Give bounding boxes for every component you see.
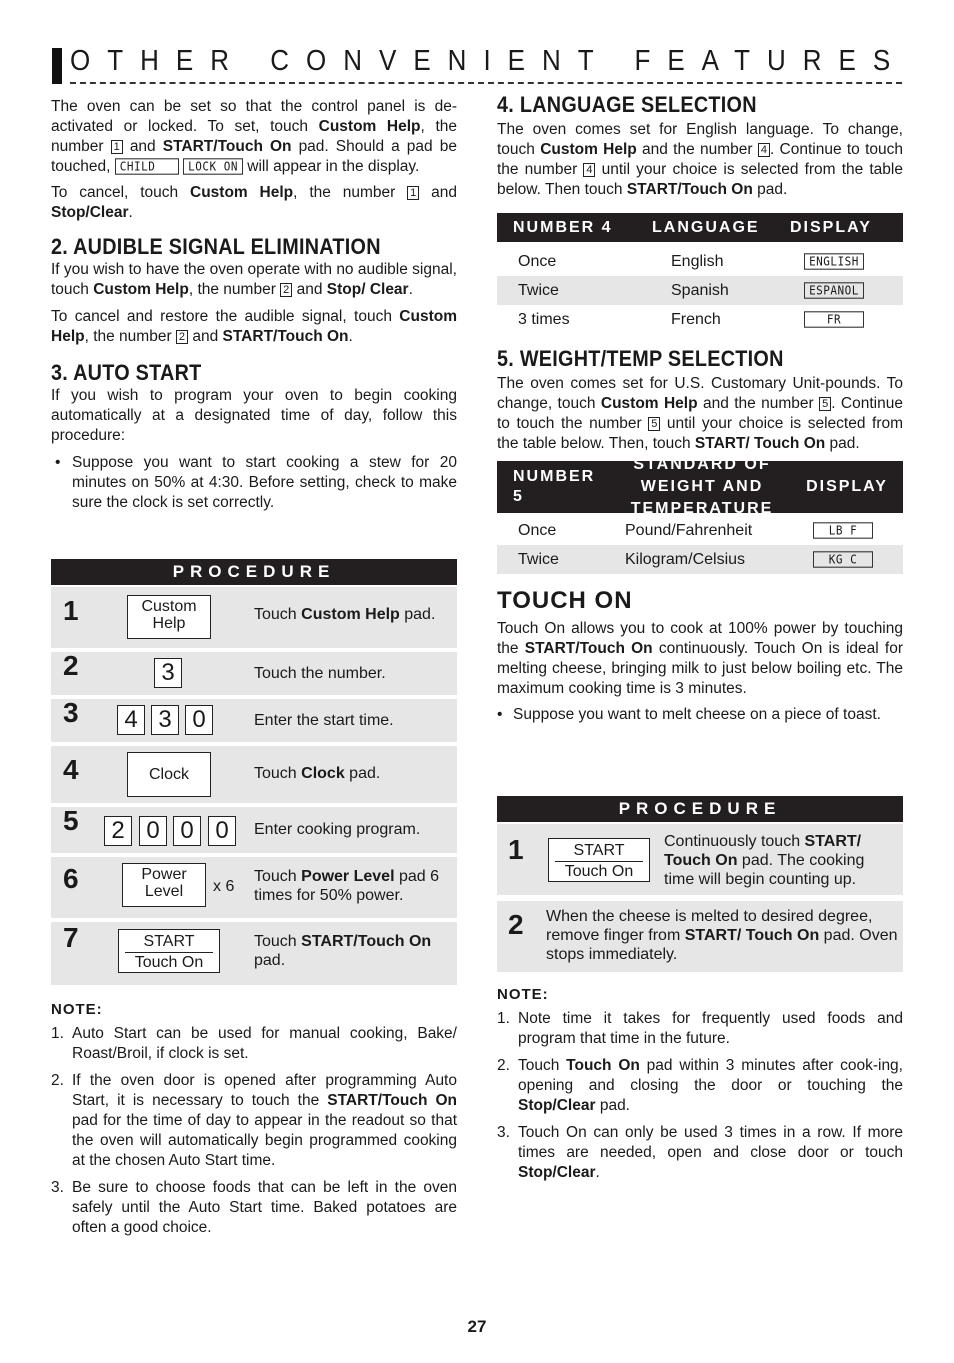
- step-number: 4: [63, 754, 79, 785]
- table-cell: Twice: [518, 281, 559, 299]
- procedure-step: [51, 699, 457, 742]
- procedure-step: [51, 857, 457, 918]
- column-header: DISPLAY: [790, 218, 872, 236]
- page-number: 27: [467, 1317, 487, 1336]
- table-cell: Pound/Fahrenheit: [625, 521, 753, 539]
- pad-label-touch-on: Touch On: [564, 863, 634, 880]
- autostart-bullet: • Suppose you want to start cooking a stew for 20 minutes on 50% at 4:30. Before setting, check to make sure the clock is set correctly.: [55, 454, 457, 511]
- key-4: 4: [758, 143, 770, 157]
- key-1: 1: [407, 186, 419, 200]
- power-level-pad: Power Level: [122, 863, 206, 907]
- touch-on-heading: TOUCH ON: [497, 587, 633, 614]
- note-item: 2. Touch Touch On pad within 3 minutes after cook-ing, opening and closing the door or touching the Stop/Clear pad.: [497, 1057, 903, 1114]
- multiplier: x 6: [213, 878, 235, 895]
- autostart-notes: [51, 1000, 457, 1238]
- step-text: Touch the number.: [254, 665, 386, 682]
- step-number: 6: [63, 863, 79, 894]
- procedure-header: PROCEDURE: [497, 796, 903, 822]
- step-text: Touch Power Level pad 6 times for 50% power.: [254, 868, 439, 904]
- step-text: Enter cooking program.: [254, 821, 421, 838]
- digit-key: 2: [104, 816, 132, 846]
- digit-key: 0: [139, 816, 167, 846]
- title-bar-accent: [52, 48, 62, 84]
- step-number: 2: [508, 909, 524, 940]
- column-header: NUMBER 5: [513, 468, 596, 505]
- step-number: 1: [63, 595, 79, 626]
- note-heading: NOTE:: [497, 986, 549, 1003]
- column-header: DISPLAY: [806, 478, 888, 495]
- step-number: 2: [63, 650, 79, 681]
- note-heading: NOTE:: [51, 1001, 103, 1018]
- procedure-step: [51, 652, 457, 695]
- column-header: STANDARD OF WEIGHT AND TEMPERATURE: [630, 456, 774, 517]
- table-row: [497, 305, 903, 334]
- page-title: OTHER CONVENIENT FEATURES: [70, 43, 908, 77]
- table-cell: Spanish: [671, 281, 729, 299]
- pad-label-start: START: [125, 932, 213, 953]
- table-cell: English: [671, 252, 724, 270]
- procedure-step: [51, 807, 457, 853]
- display-readout: FR: [804, 311, 864, 328]
- audible-paragraph-1: If you wish to have the oven operate with no audible signal, touch Custom Help, the number 2 and Stop/ Clear.: [51, 261, 457, 298]
- weight-heading: 5. WEIGHT/TEMP SELECTION: [497, 346, 784, 371]
- display-readout: ENGLISH: [804, 253, 864, 270]
- key-1: 1: [111, 140, 123, 154]
- step-text: Enter the start time.: [254, 712, 394, 729]
- table-cell: Once: [518, 521, 557, 539]
- procedure-header: PROCEDURE: [51, 559, 457, 585]
- step-text: Continuously touch START/ Touch On pad. The cooking time will begin counting up.: [664, 833, 865, 888]
- digit-key: 0: [208, 816, 236, 846]
- language-heading: 4. LANGUAGE SELECTION: [497, 92, 757, 117]
- table-header: [497, 456, 903, 517]
- table-row: [497, 545, 903, 574]
- custom-help-pad: Custom Help: [127, 595, 211, 639]
- digit-key: 4: [117, 705, 145, 735]
- note-item: 1. Auto Start can be used for manual cooking, Bake/ Roast/Broil, if clock is set.: [51, 1025, 457, 1062]
- start-touch-on-pad: [548, 838, 650, 882]
- display-readout: KG C: [813, 551, 873, 568]
- step-text: Touch Clock pad.: [254, 765, 381, 782]
- pad-label-start: START: [555, 841, 643, 862]
- column-header: NUMBER 4: [513, 218, 613, 236]
- table-cell: Twice: [518, 550, 559, 568]
- autostart-paragraph: If you wish to program your oven to begin cooking automatically at a designated time of day, follow this procedure:: [51, 387, 457, 444]
- key-4: 4: [583, 163, 595, 177]
- step-number: 7: [63, 922, 79, 953]
- table-cell: Kilogram/Celsius: [625, 550, 746, 568]
- table-row: [497, 247, 903, 276]
- key-5: 5: [819, 397, 831, 411]
- display-child: CHILD: [115, 158, 179, 175]
- key-2: 2: [280, 283, 292, 297]
- digit-key: 3: [151, 705, 179, 735]
- touch-on-notes: [497, 985, 903, 1183]
- table-cell: French: [671, 310, 721, 328]
- display-lock-on: LOCK ON: [183, 158, 243, 175]
- column-header: LANGUAGE: [652, 218, 760, 236]
- note-item: 1. Note time it takes for frequently used foods and program that time in the future.: [497, 1010, 903, 1047]
- step-text: Touch START/Touch On pad.: [254, 933, 432, 969]
- touch-on-bullet: • Suppose you want to melt cheese on a piece of toast.: [497, 706, 881, 723]
- audible-heading: 2. AUDIBLE SIGNAL ELIMINATION: [51, 234, 381, 259]
- audible-paragraph-2: To cancel and restore the audible signal, touch Custom Help, the number 2 and START/Touch On.: [51, 308, 457, 345]
- left-column: [51, 97, 457, 513]
- table-row: [497, 516, 903, 545]
- table-row: [497, 276, 903, 305]
- weight-table: [497, 456, 903, 574]
- language-paragraph: The oven comes set for English language. To change, touch Custom Help and the number 4 . Continue to touch the number 4 until your choice is selected from the table below. Then touch START/Touch On pad.: [497, 121, 903, 198]
- note-item: 2. If the oven door is opened after programming Auto Start, it is necessary to touch the START/Touch On pad for the time of day to appear in the readout so that the oven will automatically begin programmed cooking at the chosen Auto Start time.: [51, 1072, 457, 1169]
- step-number: 3: [63, 697, 79, 728]
- step-number: 1: [508, 834, 524, 865]
- autostart-procedure: [51, 559, 457, 989]
- clock-pad: Clock: [127, 752, 211, 797]
- display-readout: ESPANOL: [804, 282, 864, 299]
- intro-paragraph: The oven can be set so that the control panel is de-activated or locked. To set, touch Custom Help, the number 1 and START/Touch On pad. Should a pad be touched, CHILD LOCK ON will appear in the display.: [51, 98, 457, 175]
- start-touch-on-pad: [118, 929, 220, 973]
- right-column: [497, 92, 904, 725]
- table-cell: Once: [518, 252, 557, 270]
- digit-key: 0: [185, 705, 213, 735]
- note-item: 3. Touch On can only be used 3 times in a row. If more times are needed, open and close door or touch Stop/Clear.: [497, 1124, 903, 1181]
- procedure-step: [51, 587, 457, 648]
- key-5: 5: [648, 417, 660, 431]
- table-header: [497, 213, 903, 242]
- pad-label-touch-on: Touch On: [134, 954, 204, 971]
- touch-on-procedure: [497, 796, 903, 972]
- procedure-step: [51, 746, 457, 803]
- digit-key: 0: [173, 816, 201, 846]
- cancel-paragraph: To cancel, touch Custom Help, the number 1 and Stop/Clear.: [51, 184, 458, 221]
- procedure-step: [51, 922, 457, 985]
- touch-on-paragraph: Touch On allows you to cook at 100% power by touching the START/Touch On continuously. Touch On is ideal for melting cheese, bringing milk to just below boiling etc. The maximum cooking time is 3 minutes.: [497, 620, 903, 697]
- procedure-step: [497, 824, 903, 895]
- table-cell: 3 times: [518, 310, 570, 328]
- digit-key: 3: [154, 658, 182, 688]
- display-readout: LB F: [813, 522, 873, 539]
- title-rule: [70, 82, 902, 84]
- step-text: When the cheese is melted to desired degree, remove finger from START/ Touch On pad. Oven stops immediately.: [546, 908, 898, 963]
- weight-paragraph: The oven comes set for U.S. Customary Unit-pounds. To change, touch Custom Help and the number 5 . Continue to touch the number 5 until your choice is selected from the table below. Then, touch START/ Touch On pad.: [497, 375, 904, 452]
- procedure-step: [497, 901, 903, 972]
- key-2: 2: [176, 330, 188, 344]
- note-item: 3. Be sure to choose foods that can be left in the oven safely until the Auto Start time. Baked potatoes are often a good choice.: [51, 1179, 457, 1236]
- step-number: 5: [63, 805, 79, 836]
- step-text: Touch Custom Help pad.: [254, 606, 436, 623]
- autostart-heading: 3. AUTO START: [51, 360, 202, 385]
- language-table: [497, 213, 903, 334]
